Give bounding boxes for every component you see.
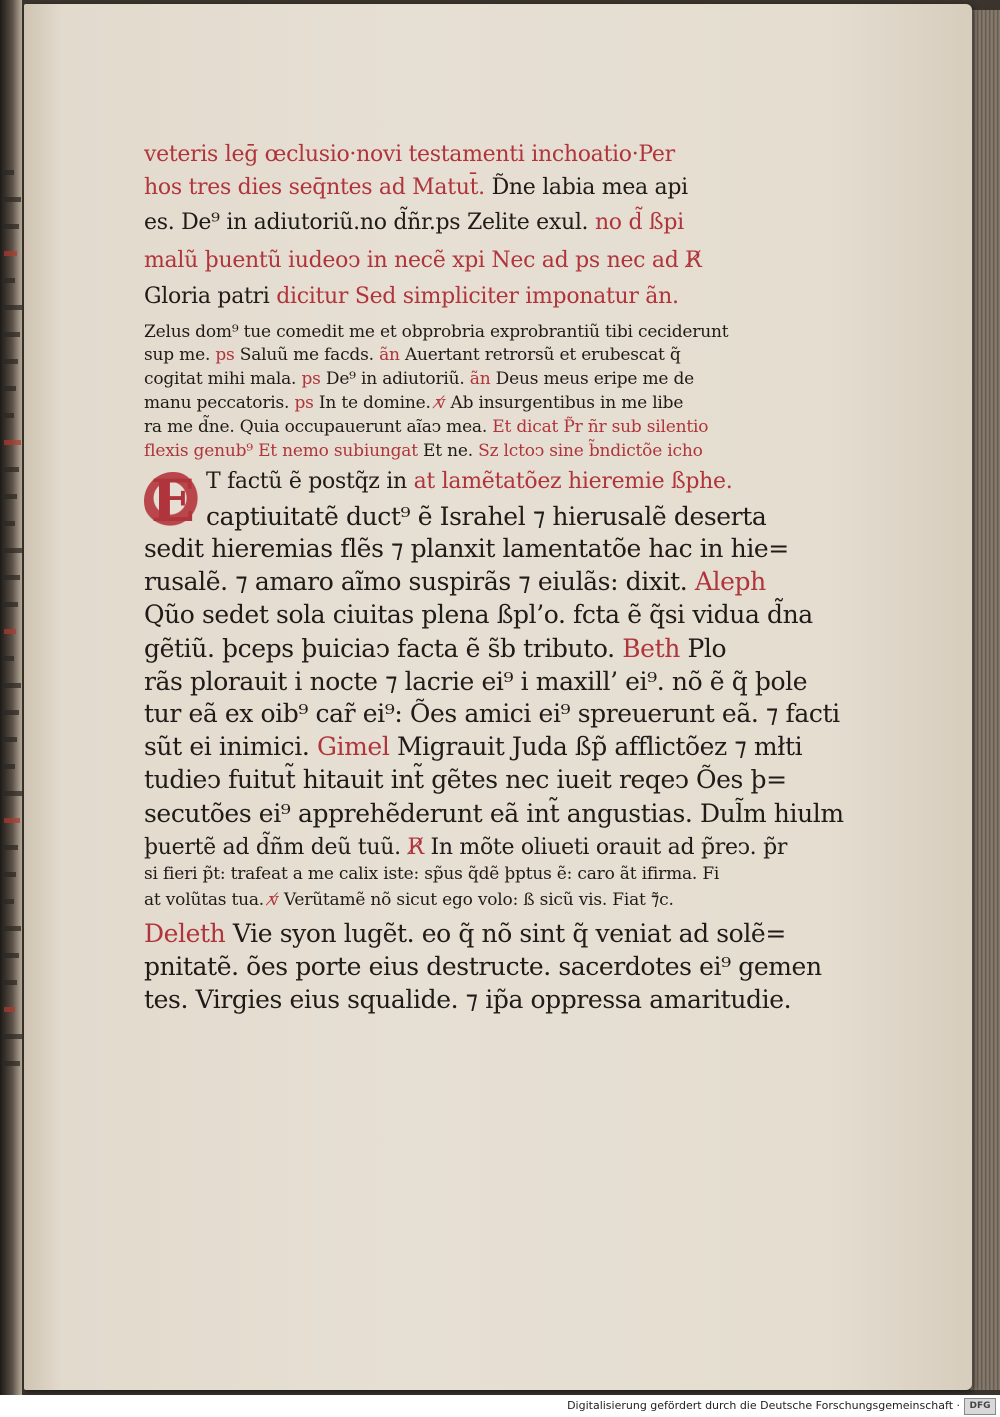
previous-page-mark: [4, 251, 17, 256]
rubric-text: ps: [215, 345, 235, 365]
previous-page-text-strip: [0, 170, 24, 1090]
previous-page-mark: [4, 656, 14, 661]
body-text: secutões ei⁹ apprehẽderunt eã int̃ angustias. Dul̃m hiulm: [144, 799, 844, 828]
previous-page-mark: [4, 413, 14, 418]
previous-page-mark: [4, 683, 21, 688]
previous-page-mark: [4, 791, 22, 796]
previous-page-mark: [4, 737, 17, 742]
body-text: þuertẽ ad d̃ñm deũ tuũ.: [144, 835, 408, 860]
text-line: [144, 734, 802, 759]
dfg-logo: DFG: [964, 1398, 996, 1415]
text-line: [144, 801, 844, 826]
body-text: Qũo sedet sola ciuitas plena ßpl’o. fcta ẽ q̃si vidua d̃na: [144, 600, 813, 629]
rubric-text: v̸: [435, 393, 446, 413]
body-text: tes. Virgies eius squalide. ⁊ ip̃a oppressa amaritudie.: [144, 985, 792, 1014]
text-line: [144, 177, 688, 199]
body-text: captiuitatẽ duct⁹ ẽ Israhel ⁊ hierusalẽ deserta: [206, 502, 767, 531]
body-text: In te domine.: [313, 393, 436, 413]
footer-bar: [0, 1395, 1000, 1417]
body-text: si fieri p̃t: trafeat a me calix iste: sp̃us q̃dẽ þptus ẽ: caro ãt ifirma. Fi: [144, 864, 720, 884]
rubric-text: v̸: [269, 890, 279, 910]
body-text: Auertant retrorsũ et erubescat q̃: [399, 345, 681, 365]
rubric-text: ãn: [469, 369, 491, 389]
body-text: cogitat mihi mala.: [144, 369, 302, 389]
text-line: [144, 636, 726, 661]
text-line: [206, 471, 732, 493]
rubric-text: Beth: [622, 634, 680, 663]
body-text: Migrauit Juda ßp̃ afflictõez ⁊ młti: [389, 732, 803, 761]
rubric-text: R̸: [407, 835, 424, 860]
previous-page-mark: [4, 575, 20, 580]
rubric-text: Deleth: [144, 919, 226, 948]
previous-page-mark: [4, 467, 19, 472]
body-text: Deus meus eripe me de: [490, 369, 694, 389]
body-text: Ab insurgentibus in me libe: [445, 393, 684, 413]
footer-credit: Digitalisierung gefördert durch die Deutsche Forschungsgemeinschaft ·: [567, 1399, 960, 1412]
text-line: [144, 250, 701, 272]
body-text: es. De⁹ in adiutoriũ.no d̃ñr.ps Zelite exul.: [144, 210, 589, 235]
previous-page-mark: [4, 818, 20, 823]
body-text: sedit hieremias flẽs ⁊ planxit lamentatõe hac in hie=: [144, 534, 789, 563]
previous-page-mark: [4, 926, 21, 931]
text-line: [144, 371, 694, 388]
rubric-text: at lamẽtatõez hieremie ßphe.: [413, 469, 733, 494]
body-text: tudieↄ fuitut̃ hitauit int̃ gẽtes nec iueit reqeↄ Ões þ=: [144, 765, 787, 794]
rubric-text: Et dicat P̃r ñr: [492, 417, 607, 437]
previous-page-mark: [4, 953, 19, 958]
previous-page-mark: [4, 197, 21, 202]
body-text: De⁹ in adiutoriũ.: [320, 369, 470, 389]
text-line: [144, 569, 766, 594]
rubric-text: dicitur Sed simpliciter imponatur ãn.: [276, 284, 679, 309]
previous-page-mark: [4, 1061, 20, 1066]
text-line: [144, 602, 813, 627]
rubric-text: Gimel: [316, 732, 390, 761]
rubric-text: Aleph: [694, 567, 766, 596]
rubric-text: hos tres dies seq̄ntes ad Matut̄.: [144, 175, 485, 200]
body-text: ra me d̃ne. Quia occupauerunt aĩaↄ mea.: [144, 417, 493, 437]
body-text: Zelus dom⁹ tue comedit me et obprobria exprobrantiũ tibi ceciderunt: [144, 322, 729, 342]
body-text: In mõte oliueti orauit ad p̃reↄ. p̃r: [423, 835, 788, 860]
rubric-text: flexis genub⁹ Et nemo subiungat: [144, 441, 418, 461]
previous-page-mark: [4, 305, 22, 310]
body-text: rusalẽ. ⁊ amaro aĩmo suspirãs ⁊ eiulãs: dixit.: [144, 567, 695, 596]
previous-page-mark: [4, 359, 18, 364]
rubric-text: sub silentio: [606, 417, 709, 437]
text-line: [144, 921, 786, 946]
body-text: Gloria patri: [144, 284, 277, 309]
body-text: Vie syon lugẽt. eo q̃ nõ sint q̃ veniat ad solẽ=: [225, 919, 786, 948]
previous-page-mark: [4, 278, 15, 283]
initial-letter: E: [144, 472, 202, 530]
text-line: [144, 419, 708, 436]
text-line: [144, 395, 683, 412]
page-edges: [970, 10, 1000, 1390]
rubric-text: veteris leḡ œclusio·novi testamenti inchoatio·: [144, 142, 639, 167]
previous-page-mark: [4, 170, 14, 175]
body-text: Verũtamẽ nõ sicut ego volo: ß sicũ vis. Fiat ⁊̃c.: [278, 890, 674, 910]
previous-page-mark: [4, 494, 17, 499]
previous-page-mark: [4, 521, 15, 526]
previous-page-mark: [4, 845, 18, 850]
previous-page-mark: [4, 440, 21, 445]
body-text: D̃ne labia mea api: [484, 175, 688, 200]
text-line: [144, 144, 675, 166]
body-text: sup me.: [144, 345, 216, 365]
text-line: [144, 837, 787, 859]
body-text: rãs plorauit i nocte ⁊ lacrie ei⁹ i maxill’ ei⁹. nõ ẽ q̃ þole: [144, 667, 808, 696]
manuscript-page: [24, 4, 972, 1390]
rubric-text: Sz lctoↄ sine b̃ndictõe icho: [478, 441, 703, 461]
body-text: T factũ ẽ postq̃z in: [206, 469, 414, 494]
rubric-text: malũ þuentũ iudeoↄ in necẽ xpi Nec ad ps nec ad: [144, 248, 686, 273]
previous-page-mark: [4, 899, 14, 904]
text-line: [206, 504, 766, 529]
text-line: [144, 701, 840, 726]
rubric-text: Per: [638, 142, 675, 167]
previous-page-mark: [4, 602, 18, 607]
body-text: sũt ei inimici.: [144, 732, 317, 761]
text-line: [144, 212, 684, 234]
rubric-text: ps: [301, 369, 321, 389]
text-line: [144, 669, 807, 694]
body-text: tur eã ex oib⁹ car̃ ei⁹: Ões amici ei⁹ spreuerunt eã. ⁊ facti: [144, 699, 840, 728]
body-text: at volũtas tua.: [144, 890, 270, 910]
previous-page-mark: [4, 548, 22, 553]
text-line: [144, 954, 822, 979]
previous-page-mark: [4, 764, 15, 769]
body-text: gẽtiũ. þceps þuiciaↄ facta ẽ s̃b tributo.: [144, 634, 623, 663]
body-text: pnitatẽ. ões porte eius destructe. sacerdotes ei⁹ gemen: [144, 952, 822, 981]
text-line: [144, 767, 787, 792]
rubric-text: ps: [294, 393, 314, 413]
text-line: [144, 286, 679, 308]
text-line: [144, 892, 674, 909]
previous-page-mark: [4, 872, 16, 877]
previous-page-mark: [4, 1034, 22, 1039]
text-line: [144, 324, 728, 341]
previous-page-mark: [4, 386, 16, 391]
rubric-text: R̸: [685, 248, 702, 273]
body-text: Saluũ me facds.: [234, 345, 380, 365]
text-line: [144, 347, 681, 364]
text-line: [144, 987, 791, 1012]
rubric-text: ãn: [379, 345, 400, 365]
previous-page-mark: [4, 224, 19, 229]
previous-page-mark: [4, 332, 20, 337]
previous-page-mark: [4, 710, 19, 715]
previous-page-mark: [4, 1007, 15, 1012]
body-text: Et ne.: [417, 441, 479, 461]
text-line: [144, 536, 789, 561]
previous-page-mark: [4, 980, 17, 985]
previous-page-mark: [4, 629, 16, 634]
rubric-text: no d̃ ßpi: [588, 210, 684, 235]
body-text: Plo: [679, 634, 727, 663]
text-line: [144, 866, 719, 883]
text-line: [144, 443, 703, 460]
body-text: manu peccatoris.: [144, 393, 295, 413]
